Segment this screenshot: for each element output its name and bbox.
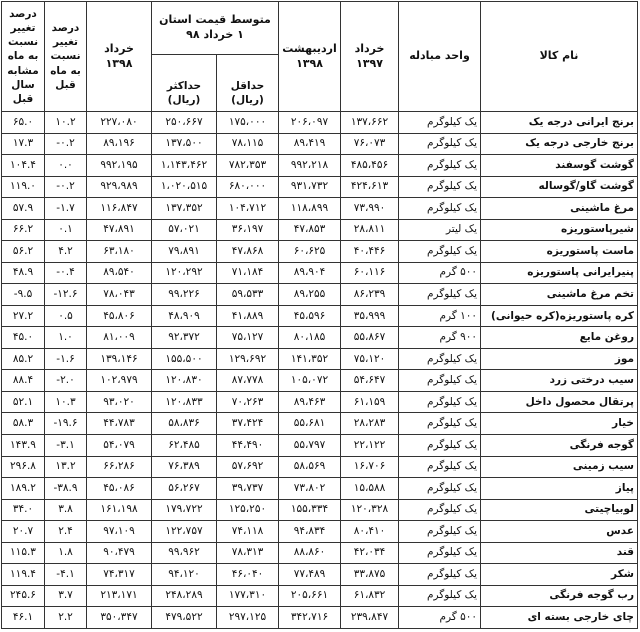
header-ordibehesht-1398: اردیبهشت ۱۳۹۸: [279, 2, 341, 112]
row-item-name: پرتقال محصول داخل: [481, 391, 638, 413]
row-ordibehesht-1398: ۸۹،۴۱۹: [279, 133, 341, 155]
row-pct-change-prev-month: -۱.۶: [45, 348, 87, 370]
row-khordad-1397: ۶۰،۱۱۶: [341, 262, 399, 284]
row-max-price: ۱۲۰،۸۳۰: [152, 370, 217, 392]
row-ordibehesht-1398: ۱۱۸،۸۹۹: [279, 198, 341, 220]
table-body: [2, 112, 638, 629]
row-pct-change-prev-month: ۲.۲: [45, 607, 87, 629]
row-unit: یک کیلوگرم: [399, 391, 481, 413]
row-khordad-1397: ۳۳،۸۷۵: [341, 564, 399, 586]
row-khordad-1397: ۲۲،۱۲۲: [341, 434, 399, 456]
row-khordad-1398: ۴۴،۷۸۳: [87, 413, 152, 435]
row-unit: ۵۰۰ گرم: [399, 607, 481, 629]
row-item-name: برنج ایرانی درجه یک: [481, 112, 638, 134]
row-pct-change-last-year: ۲۰.۷: [2, 521, 45, 543]
row-khordad-1397: ۶۱،۸۳۲: [341, 585, 399, 607]
table-row: [2, 434, 638, 456]
row-pct-change-prev-month: ۳.۷: [45, 585, 87, 607]
row-ordibehesht-1398: ۹۹۲،۲۱۸: [279, 155, 341, 177]
table-row: [2, 155, 638, 177]
row-khordad-1397: ۸۰،۴۱۰: [341, 521, 399, 543]
price-table: [1, 1, 638, 629]
row-unit: یک کیلوگرم: [399, 456, 481, 478]
row-khordad-1397: ۵۵،۸۶۷: [341, 327, 399, 349]
row-pct-change-last-year: ۵۶.۲: [2, 241, 45, 263]
row-ordibehesht-1398: ۷۳،۸۰۲: [279, 478, 341, 500]
row-pct-change-prev-month: -۳۸.۹: [45, 478, 87, 500]
row-khordad-1397: ۴۰،۴۴۶: [341, 241, 399, 263]
table-row: [2, 456, 638, 478]
row-khordad-1397: ۶۱،۱۵۹: [341, 391, 399, 413]
header-unit: واحد مبادله: [399, 2, 481, 112]
row-khordad-1398: ۵۴،۰۷۹: [87, 434, 152, 456]
row-pct-change-prev-month: -۴.۱: [45, 564, 87, 586]
row-min-price: ۱۲۹،۶۹۲: [217, 348, 279, 370]
row-min-price: ۴۴،۴۹۰: [217, 434, 279, 456]
row-min-price: ۷۰،۲۶۳: [217, 391, 279, 413]
row-pct-change-prev-month: -۰.۲: [45, 133, 87, 155]
table-row: [2, 370, 638, 392]
row-pct-change-prev-month: -۱۹.۶: [45, 413, 87, 435]
row-khordad-1398: ۹۹۲،۱۹۵: [87, 155, 152, 177]
table-row: [2, 112, 638, 134]
row-item-name: تخم مرغ ماشینی: [481, 284, 638, 306]
row-pct-change-prev-month: ۱۰.۲: [45, 112, 87, 134]
row-max-price: ۱۲۰،۸۳۳: [152, 391, 217, 413]
row-pct-change-prev-month: ۳.۸: [45, 499, 87, 521]
row-min-price: ۷۸۲،۳۵۳: [217, 155, 279, 177]
row-item-name: کره پاستوریزه(کره حیوانی): [481, 305, 638, 327]
row-khordad-1397: ۷۵،۱۲۰: [341, 348, 399, 370]
row-pct-change-last-year: ۱۴۳.۹: [2, 434, 45, 456]
row-max-price: ۱۲۰،۲۹۲: [152, 262, 217, 284]
table-row: [2, 499, 638, 521]
row-pct-change-prev-month: -۰.۲: [45, 176, 87, 198]
header-khordad-1397: خرداد ۱۳۹۷: [341, 2, 399, 112]
row-pct-change-last-year: ۲۷.۲: [2, 305, 45, 327]
row-pct-change-last-year: ۴۸.۹: [2, 262, 45, 284]
row-khordad-1398: ۶۶،۲۸۶: [87, 456, 152, 478]
row-min-price: ۷۸،۳۱۳: [217, 542, 279, 564]
row-min-price: ۷۱،۱۸۴: [217, 262, 279, 284]
row-max-price: ۹۹،۹۶۲: [152, 542, 217, 564]
row-khordad-1398: ۳۵۰،۳۴۷: [87, 607, 152, 629]
row-min-price: ۷۵،۱۲۷: [217, 327, 279, 349]
row-ordibehesht-1398: ۹۴،۸۳۴: [279, 521, 341, 543]
row-pct-change-prev-month: ۲.۴: [45, 521, 87, 543]
row-khordad-1397: ۱۶،۷۰۶: [341, 456, 399, 478]
table-row: [2, 521, 638, 543]
row-max-price: ۶۲،۴۸۵: [152, 434, 217, 456]
row-khordad-1397: ۲۸،۲۸۳: [341, 413, 399, 435]
row-min-price: ۷۴،۱۱۸: [217, 521, 279, 543]
row-min-price: ۵۹،۵۳۳: [217, 284, 279, 306]
row-item-name: رب گوجه فرنگی: [481, 585, 638, 607]
row-unit: یک کیلوگرم: [399, 112, 481, 134]
row-max-price: ۱۳۷،۵۰۰: [152, 133, 217, 155]
header-item-name: نام کالا: [481, 2, 638, 112]
row-item-name: سیب درختی زرد: [481, 370, 638, 392]
row-ordibehesht-1398: ۳۴۲،۷۱۶: [279, 607, 341, 629]
row-max-price: ۱،۰۲۰،۵۱۵: [152, 176, 217, 198]
row-khordad-1397: ۸۶،۲۳۹: [341, 284, 399, 306]
header-min-price: حداقل (ریال): [217, 55, 279, 112]
row-unit: یک کیلوگرم: [399, 585, 481, 607]
row-unit: یک کیلوگرم: [399, 176, 481, 198]
row-pct-change-last-year: ۵۲.۱: [2, 391, 45, 413]
row-pct-change-prev-month: ۱.۰: [45, 327, 87, 349]
row-ordibehesht-1398: ۶۰،۶۲۵: [279, 241, 341, 263]
row-unit: یک کیلوگرم: [399, 478, 481, 500]
row-khordad-1398: ۷۴،۳۱۷: [87, 564, 152, 586]
row-item-name: گوجه فرنگی: [481, 434, 638, 456]
row-pct-change-last-year: ۱۰۴.۴: [2, 155, 45, 177]
row-unit: یک کیلوگرم: [399, 198, 481, 220]
row-unit: یک کیلوگرم: [399, 542, 481, 564]
table-row: [2, 262, 638, 284]
row-pct-change-prev-month: ۱.۸: [45, 542, 87, 564]
row-min-price: ۶۸۰،۰۰۰: [217, 176, 279, 198]
row-khordad-1397: ۵۴،۶۴۷: [341, 370, 399, 392]
row-item-name: پنیرایرانی پاستوریزه: [481, 262, 638, 284]
header-max-price: حداکثر (ریال): [152, 55, 217, 112]
table-row: [2, 585, 638, 607]
row-max-price: ۷۶،۳۸۹: [152, 456, 217, 478]
row-unit: یک کیلوگرم: [399, 284, 481, 306]
row-min-price: ۸۷،۷۷۸: [217, 370, 279, 392]
table-row: [2, 133, 638, 155]
row-min-price: ۱۰۴،۷۱۲: [217, 198, 279, 220]
row-item-name: سیب زمینی: [481, 456, 638, 478]
row-max-price: ۱،۱۴۳،۴۶۲: [152, 155, 217, 177]
row-pct-change-last-year: ۴۶.۱: [2, 607, 45, 629]
row-khordad-1398: ۱۰۲،۹۷۹: [87, 370, 152, 392]
row-khordad-1397: ۱۵،۵۸۸: [341, 478, 399, 500]
row-min-price: ۱۲۵،۲۵۰: [217, 499, 279, 521]
table-row: [2, 348, 638, 370]
row-pct-change-last-year: -۹.۵: [2, 284, 45, 306]
row-item-name: روغن مایع: [481, 327, 638, 349]
row-pct-change-last-year: ۲۹۶.۸: [2, 456, 45, 478]
row-khordad-1397: ۴۲،۰۳۴: [341, 542, 399, 564]
row-khordad-1397: ۷۶،۰۷۳: [341, 133, 399, 155]
row-khordad-1398: ۸۱،۰۰۹: [87, 327, 152, 349]
table-row: [2, 391, 638, 413]
header-pct-change-prev-month: درصد تغییر نسبت به ماه قبل: [45, 2, 87, 112]
row-min-price: ۱۷۵،۰۰۰: [217, 112, 279, 134]
row-khordad-1398: ۱۳۹،۱۴۶: [87, 348, 152, 370]
row-khordad-1398: ۹۲۹،۹۸۹: [87, 176, 152, 198]
row-ordibehesht-1398: ۸۹،۲۵۵: [279, 284, 341, 306]
row-pct-change-last-year: ۶۵.۰: [2, 112, 45, 134]
row-min-price: ۳۹،۷۳۷: [217, 478, 279, 500]
row-khordad-1398: ۸۹،۵۴۰: [87, 262, 152, 284]
row-khordad-1398: ۹۰،۴۷۹: [87, 542, 152, 564]
row-max-price: ۱۳۷،۳۵۲: [152, 198, 217, 220]
row-unit: یک کیلوگرم: [399, 348, 481, 370]
row-khordad-1397: ۱۲۰،۳۲۸: [341, 499, 399, 521]
row-ordibehesht-1398: ۸۰،۱۸۵: [279, 327, 341, 349]
row-item-name: گوشت گاو/گوساله: [481, 176, 638, 198]
row-khordad-1398: ۷۸،۰۴۳: [87, 284, 152, 306]
row-min-price: ۱۷۷،۳۱۰: [217, 585, 279, 607]
row-pct-change-prev-month: ۱۳.۲: [45, 456, 87, 478]
row-ordibehesht-1398: ۴۷،۸۵۳: [279, 219, 341, 241]
table-row: [2, 305, 638, 327]
table-row: [2, 542, 638, 564]
row-khordad-1397: ۷۳،۹۹۰: [341, 198, 399, 220]
row-khordad-1397: ۲۸،۸۱۱: [341, 219, 399, 241]
row-khordad-1398: ۴۷،۸۹۱: [87, 219, 152, 241]
row-min-price: ۷۸،۱۱۵: [217, 133, 279, 155]
row-ordibehesht-1398: ۵۵،۶۸۱: [279, 413, 341, 435]
row-ordibehesht-1398: ۹۳۱،۷۳۲: [279, 176, 341, 198]
row-unit: یک کیلوگرم: [399, 434, 481, 456]
row-pct-change-prev-month: -۱.۷: [45, 198, 87, 220]
row-khordad-1397: ۲۳۹،۸۴۷: [341, 607, 399, 629]
row-min-price: ۴۷،۸۶۸: [217, 241, 279, 263]
row-khordad-1397: ۱۳۷،۶۶۲: [341, 112, 399, 134]
row-unit: یک کیلوگرم: [399, 521, 481, 543]
row-unit: یک کیلوگرم: [399, 370, 481, 392]
row-khordad-1397: ۳۵،۹۹۹: [341, 305, 399, 327]
row-max-price: ۱۲۲،۷۵۷: [152, 521, 217, 543]
row-khordad-1398: ۸۹،۱۹۶: [87, 133, 152, 155]
row-max-price: ۹۲،۳۷۲: [152, 327, 217, 349]
row-unit: یک لیتر: [399, 219, 481, 241]
row-pct-change-prev-month: ۰.۰: [45, 155, 87, 177]
row-pct-change-last-year: ۵۷.۹: [2, 198, 45, 220]
table-row: [2, 607, 638, 629]
row-unit: یک کیلوگرم: [399, 499, 481, 521]
row-pct-change-last-year: ۱۱۹.۴: [2, 564, 45, 586]
row-khordad-1398: ۴۵،۸۰۶: [87, 305, 152, 327]
row-min-price: ۳۷،۴۲۴: [217, 413, 279, 435]
row-pct-change-prev-month: ۴.۲: [45, 241, 87, 263]
row-khordad-1398: ۱۱۶،۸۴۷: [87, 198, 152, 220]
row-pct-change-prev-month: ۱۰.۳: [45, 391, 87, 413]
row-khordad-1398: ۲۲۷،۰۸۰: [87, 112, 152, 134]
row-min-price: ۴۱،۸۸۹: [217, 305, 279, 327]
row-pct-change-last-year: ۳۴.۰: [2, 499, 45, 521]
row-ordibehesht-1398: ۸۹،۴۶۳: [279, 391, 341, 413]
row-unit: یک کیلوگرم: [399, 155, 481, 177]
table-row: [2, 219, 638, 241]
row-max-price: ۹۴،۱۲۰: [152, 564, 217, 586]
row-ordibehesht-1398: ۴۵،۵۹۶: [279, 305, 341, 327]
table-row: [2, 176, 638, 198]
row-max-price: ۱۵۵،۵۰۰: [152, 348, 217, 370]
row-max-price: ۱۷۹،۷۲۲: [152, 499, 217, 521]
row-pct-change-last-year: ۸۸.۴: [2, 370, 45, 392]
row-pct-change-last-year: ۱۷.۳: [2, 133, 45, 155]
row-ordibehesht-1398: ۱۵۵،۳۳۴: [279, 499, 341, 521]
header-khordad-1398: خرداد ۱۳۹۸: [87, 2, 152, 112]
row-khordad-1398: ۹۳،۰۲۰: [87, 391, 152, 413]
row-item-name: موز: [481, 348, 638, 370]
table-row: [2, 198, 638, 220]
row-unit: ۹۰۰ گرم: [399, 327, 481, 349]
row-item-name: قند: [481, 542, 638, 564]
row-item-name: شکر: [481, 564, 638, 586]
row-pct-change-last-year: ۸۵.۲: [2, 348, 45, 370]
row-khordad-1398: ۹۷،۱۰۹: [87, 521, 152, 543]
table-row: [2, 564, 638, 586]
row-ordibehesht-1398: ۵۸،۵۶۹: [279, 456, 341, 478]
row-max-price: ۵۶،۲۶۷: [152, 478, 217, 500]
table-row: [2, 284, 638, 306]
row-khordad-1398: ۱۶۱،۱۹۸: [87, 499, 152, 521]
row-item-name: برنج خارجی درجه یک: [481, 133, 638, 155]
table-row: [2, 327, 638, 349]
row-min-price: ۵۷،۶۹۲: [217, 456, 279, 478]
row-ordibehesht-1398: ۸۹،۹۰۴: [279, 262, 341, 284]
row-khordad-1398: ۲۱۳،۱۷۱: [87, 585, 152, 607]
row-pct-change-last-year: ۱۱۹.۰: [2, 176, 45, 198]
row-min-price: ۳۶،۱۹۷: [217, 219, 279, 241]
row-ordibehesht-1398: ۲۰۵،۶۶۱: [279, 585, 341, 607]
row-unit: ۵۰۰ گرم: [399, 262, 481, 284]
row-item-name: عدس: [481, 521, 638, 543]
row-unit: یک کیلوگرم: [399, 241, 481, 263]
row-pct-change-prev-month: -۲.۰: [45, 370, 87, 392]
row-item-name: لوبیاچیتی: [481, 499, 638, 521]
row-max-price: ۴۷۹،۵۲۲: [152, 607, 217, 629]
row-max-price: ۲۵۰،۶۶۷: [152, 112, 217, 134]
row-pct-change-last-year: ۱۸۹.۲: [2, 478, 45, 500]
row-ordibehesht-1398: ۱۴۱،۳۵۲: [279, 348, 341, 370]
row-max-price: ۹۹،۲۲۶: [152, 284, 217, 306]
row-khordad-1397: ۴۲۴،۶۱۳: [341, 176, 399, 198]
table-row: [2, 478, 638, 500]
row-max-price: ۲۴۸،۲۸۹: [152, 585, 217, 607]
row-pct-change-last-year: ۴۵.۰: [2, 327, 45, 349]
row-item-name: خیار: [481, 413, 638, 435]
row-pct-change-prev-month: ۰.۱: [45, 219, 87, 241]
row-ordibehesht-1398: ۵۵،۷۹۷: [279, 434, 341, 456]
row-ordibehesht-1398: ۷۷،۴۸۹: [279, 564, 341, 586]
row-khordad-1397: ۴۸۵،۴۵۶: [341, 155, 399, 177]
row-pct-change-prev-month: -۳.۱: [45, 434, 87, 456]
row-ordibehesht-1398: ۸۸،۸۶۰: [279, 542, 341, 564]
row-item-name: شیرپاستوریزه: [481, 219, 638, 241]
row-item-name: گوشت گوسفند: [481, 155, 638, 177]
header-avg-price-group: متوسط قیمت استان ۱ خرداد ۹۸: [152, 2, 279, 55]
row-unit: یک کیلوگرم: [399, 564, 481, 586]
row-unit: ۱۰۰ گرم: [399, 305, 481, 327]
row-min-price: ۲۹۷،۱۲۵: [217, 607, 279, 629]
row-pct-change-last-year: ۱۱۵.۳: [2, 542, 45, 564]
row-item-name: پیاز: [481, 478, 638, 500]
table-row: [2, 241, 638, 263]
row-ordibehesht-1398: ۲۰۶،۰۹۷: [279, 112, 341, 134]
row-pct-change-prev-month: -۱۲.۶: [45, 284, 87, 306]
table-row: [2, 413, 638, 435]
row-khordad-1398: ۶۳،۱۸۰: [87, 241, 152, 263]
row-unit: یک کیلوگرم: [399, 133, 481, 155]
row-pct-change-last-year: ۶۶.۲: [2, 219, 45, 241]
row-pct-change-prev-month: -۰.۴: [45, 262, 87, 284]
row-ordibehesht-1398: ۱۰۵،۰۷۲: [279, 370, 341, 392]
row-item-name: مرغ ماشینی: [481, 198, 638, 220]
row-max-price: ۵۷،۰۲۱: [152, 219, 217, 241]
row-item-name: ماست پاستوریزه: [481, 241, 638, 263]
row-pct-change-last-year: ۲۴۵.۶: [2, 585, 45, 607]
row-pct-change-last-year: ۵۸.۳: [2, 413, 45, 435]
row-unit: یک کیلوگرم: [399, 413, 481, 435]
row-pct-change-prev-month: ۰.۵: [45, 305, 87, 327]
row-max-price: ۷۹،۸۹۱: [152, 241, 217, 263]
row-max-price: ۵۸،۸۳۶: [152, 413, 217, 435]
row-max-price: ۴۸،۹۰۹: [152, 305, 217, 327]
row-item-name: چای خارجی بسته ای: [481, 607, 638, 629]
row-min-price: ۴۶،۰۴۰: [217, 564, 279, 586]
row-khordad-1398: ۴۵،۰۸۶: [87, 478, 152, 500]
header-pct-change-last-year: درصد تغییر نسبت به ماه مشابه سال قبل: [2, 2, 45, 112]
